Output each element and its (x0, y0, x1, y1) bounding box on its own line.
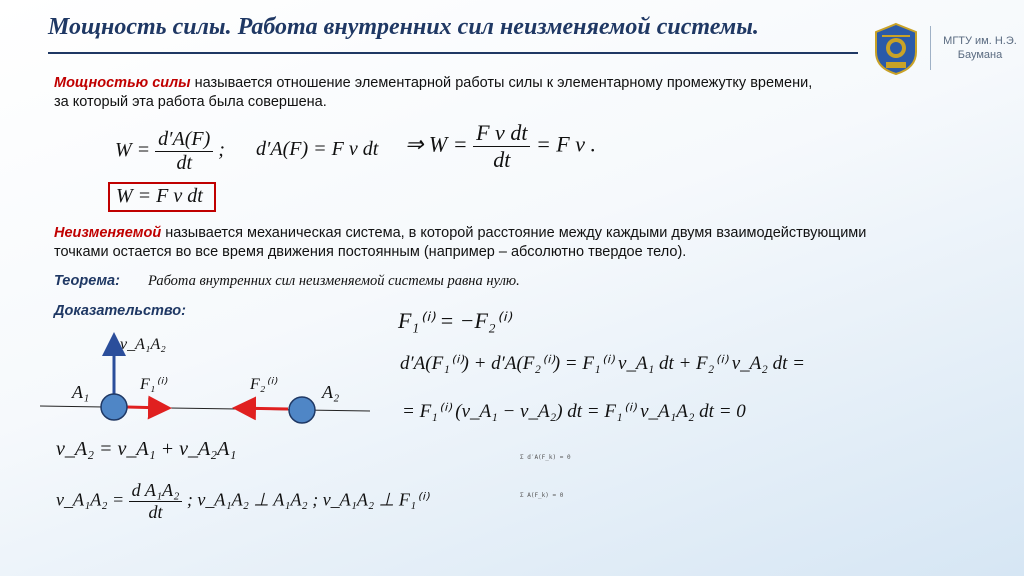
power-fraction-numerator: d′A(F) (155, 128, 213, 152)
power-result-fraction (473, 120, 530, 173)
relative-velocity-denominator: dt (148, 502, 163, 522)
power-definition (54, 74, 814, 112)
header (0, 0, 1024, 66)
university-emblem-icon (872, 22, 920, 76)
work-sum-formula: d′A(F₁⁽ⁱ⁾) + d′A(F₂⁽ⁱ⁾) = F₁⁽ⁱ⁾ v_A₁ dt + F₂⁽ⁱ⁾ v_A₂ dt = (400, 353, 805, 374)
theorem-text: Работа внутренних сил неизменяемой системы равна нулю. (148, 273, 520, 289)
relative-velocity-fraction (129, 480, 183, 523)
force1-label: F₁⁽ⁱ⁾ (140, 376, 167, 393)
unchangeable-definition-text: называется механическая система, в которой расстояние между каждыми двумя взаимодействующими точками остается во все время движения постоянным (например – абсолютно твердое тело). (54, 225, 867, 260)
power-formula (115, 128, 225, 175)
relative-velocity-numerator: d A₁A₂ (129, 480, 183, 502)
relative-velocity-lhs: v_A₁A₂ = (56, 489, 125, 510)
power-fraction-denominator: dt (176, 152, 192, 174)
power-formula-lhs: W = (115, 139, 151, 162)
work-result-formula: = F₁⁽ⁱ⁾ (v_A₁ − v_A₂) dt = F₁⁽ⁱ⁾ v_A₁A₂ dt = 0 (402, 401, 746, 422)
boxed-formula: W = F v dt (116, 185, 203, 207)
university-name: МГТУ им. Н.Э. Баумана (943, 35, 1017, 61)
proof-label: Доказательство: (54, 303, 186, 319)
velocity-label: v_A₁A₂ (120, 336, 166, 353)
power-term: Мощностью силы (54, 75, 191, 91)
force2-label: F₂⁽ⁱ⁾ (250, 376, 277, 393)
power-fraction (155, 128, 213, 175)
power-definition-text: называется отношение элементарной работы силы к элементарному промежутку времени, за который эта работа была совершена. (54, 75, 813, 110)
point-a2 (289, 397, 315, 423)
power-result-numerator: F v dt (473, 120, 530, 147)
theorem-label: Теорема: (54, 273, 120, 289)
page-title: Мощность силы. Работа внутренних сил неизменяемой системы. (48, 14, 759, 40)
point-a1 (101, 394, 127, 420)
title-divider (48, 52, 858, 54)
power-result-denominator: dt (493, 147, 511, 172)
small-work-sum-1: Σ d′A(F_k) = 0 (520, 454, 571, 461)
velocity-sum-formula: v_A₂ = v_A₁ + v_A₂A₁ (56, 438, 237, 460)
point-a1-label: A₁ (72, 382, 90, 402)
unchangeable-term: Неизменяемой (54, 225, 162, 241)
power-result-formula (405, 120, 596, 173)
forces-equal-formula: F₁⁽ⁱ⁾ = −F₂⁽ⁱ⁾ (398, 308, 511, 333)
power-result-lhs: ⇒ W = (405, 131, 468, 157)
theorem (54, 272, 814, 291)
header-separator (930, 26, 931, 70)
relative-velocity-formula (56, 480, 428, 523)
relative-velocity-rest: ; v_A₁A₂ ⊥ A₁A₂ ; v_A₁A₂ ⊥ F₁⁽ⁱ⁾ (186, 489, 429, 510)
proof-diagram (30, 318, 380, 438)
power-result-rhs: = F v . (535, 131, 596, 157)
point-a2-label: A₂ (322, 382, 340, 402)
power-formula-separator: ; (218, 139, 225, 162)
small-work-sum-2: Σ A(F_k) = 0 (520, 492, 564, 499)
connecting-line (40, 406, 370, 411)
force1-arrow (126, 407, 166, 408)
force2-arrow (238, 408, 288, 409)
unchangeable-definition (54, 224, 914, 262)
elementary-work-formula: d′A(F) = F v dt (256, 138, 379, 160)
